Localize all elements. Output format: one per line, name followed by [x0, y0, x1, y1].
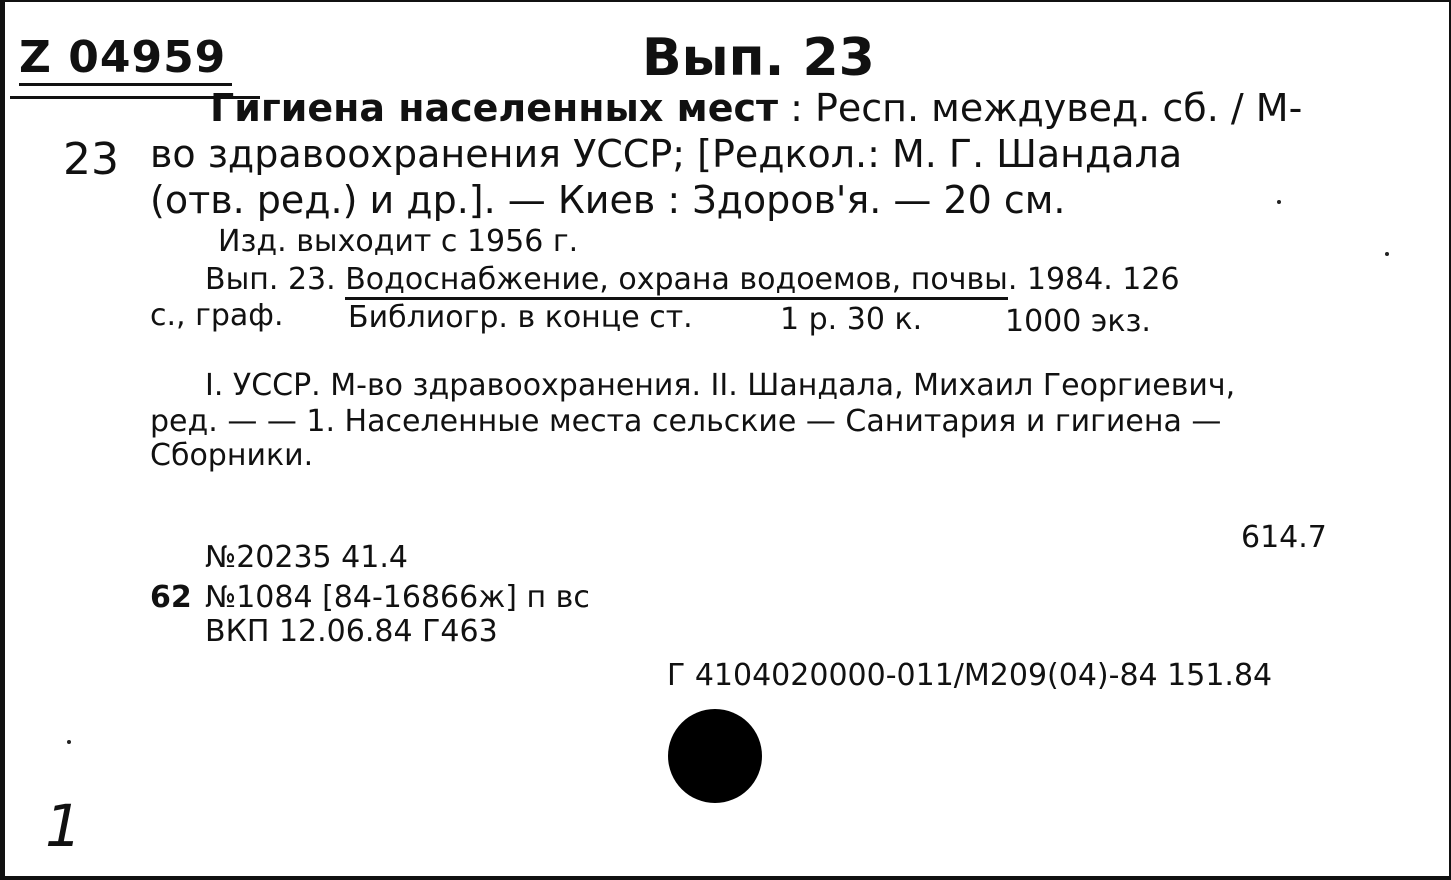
issue-suffix: . 1984. 126	[1007, 262, 1180, 297]
description-line-4: Изд. выходит с 1956 г.	[218, 224, 579, 259]
subjects-line-2: ред. — — 1. Населенные места сельские — Санитария и гигиена —	[150, 404, 1222, 439]
subjects-line-1: I. УССР. М-во здравоохранения. II. Шандала, Михаил Георгиевич,	[205, 368, 1236, 403]
description-line-6b: Библиогр. в конце ст.	[348, 300, 693, 335]
issue-handwritten: Вып. 23	[642, 28, 875, 88]
udc-number: 614.7	[1241, 520, 1327, 555]
issue-title: Водоснабжение, охрана водоемов, почвы	[345, 262, 1008, 300]
registry-line-1: №20235 41.4	[205, 540, 408, 575]
description-line-6c: 1 р. 30 к.	[780, 302, 923, 337]
inventory-number: Z 04959	[19, 32, 232, 86]
speck-mark	[67, 740, 71, 744]
title-line	[210, 86, 1302, 130]
description-line-5	[205, 262, 1180, 297]
speck-mark	[1385, 252, 1389, 256]
registry-line-2-prefix: 62	[150, 580, 192, 615]
catalog-code: Г 4104020000-011/М209(04)-84 151.84	[667, 658, 1273, 693]
speck-mark	[1277, 200, 1281, 204]
description-line-3: (отв. ред.) и др.]. — Киев : Здоров'я. — 20 см.	[150, 178, 1066, 222]
description-line-2: во здравоохранения УССР; [Редкол.: М. Г. Шандала	[150, 132, 1183, 176]
punch-hole	[668, 709, 762, 803]
registry-line-2: №1084 [84-16866ж] п вс	[205, 580, 590, 615]
side-handwritten: 23	[63, 134, 119, 185]
title-rest: : Респ. междувед. сб. / М-	[778, 86, 1303, 130]
registry-line-3: ВКП 12.06.84 Г463	[205, 614, 498, 649]
title-bold: Гигиена населенных мест	[210, 86, 779, 130]
description-line-6a: с., граф.	[150, 298, 284, 333]
description-line-6d: 1000 экз.	[1005, 304, 1151, 339]
subjects-line-3: Сборники.	[150, 438, 314, 473]
issue-prefix: Вып. 23.	[205, 262, 346, 297]
corner-handwritten: 1	[45, 792, 82, 860]
